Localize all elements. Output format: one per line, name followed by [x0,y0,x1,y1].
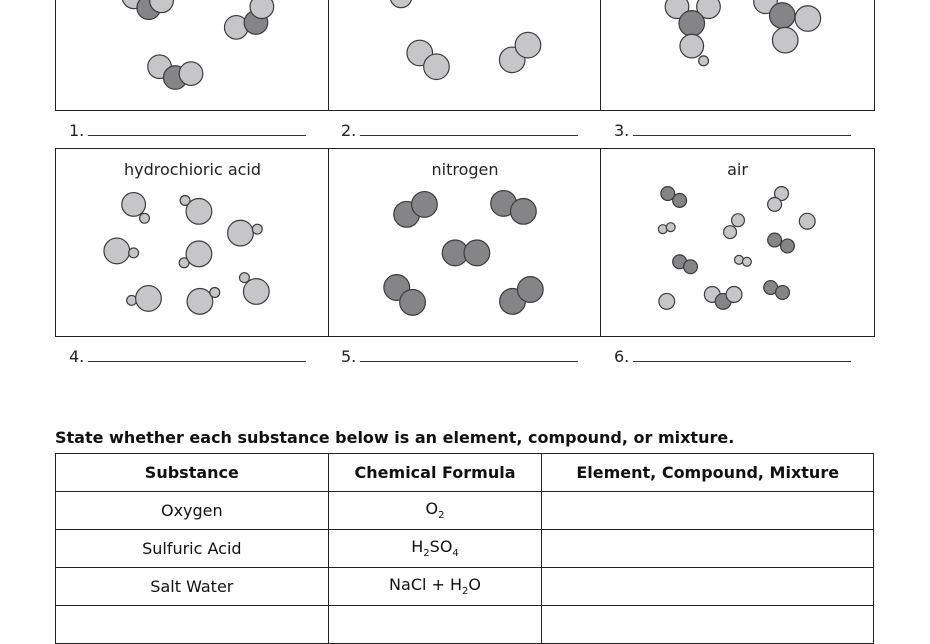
table-row [56,606,874,644]
answer-blank-6[interactable] [614,347,851,366]
molecule-diagram-5 [329,149,601,336]
blank-number: 3. [614,121,630,140]
panel-title: nitrogen [431,160,499,179]
molecule-panel-3 [600,0,875,111]
substance-cell [56,606,329,644]
formula-cell: $H_2SO_4$ [328,530,542,568]
substance-table [55,453,874,644]
answer-blank-2[interactable] [341,121,578,140]
answer-blank-5[interactable] [341,347,578,366]
molecule-panel-4 [55,148,330,337]
molecule-diagram-6 [601,149,874,336]
answer-cell[interactable] [542,568,874,606]
header-chemical-formula: Chemical Formula [328,454,542,492]
blank-number: 2. [341,121,357,140]
answer-blank-3[interactable] [614,121,851,140]
answer-cell[interactable] [542,530,874,568]
table-row [56,492,874,530]
molecule-diagram-1 [56,0,329,110]
instruction-heading: State whether each substance below is an element, compound, or mixture. [55,428,735,447]
substance-cell: Salt Water [56,568,329,606]
header-substance: Substance [56,454,329,492]
molecule-diagram-2 [329,0,601,110]
molecule-diagram-4 [56,149,329,336]
table-header-row [56,454,874,492]
blank-number: 4. [69,347,85,366]
molecule-panel-5 [328,148,602,337]
substance-cell: Sulfuric Acid [56,530,329,568]
blank-number: 5. [341,347,357,366]
table-row [56,530,874,568]
formula-cell [328,606,542,644]
panel-title: hydrochioric acid [123,160,262,179]
formula-cell: $O_2$ [328,492,542,530]
answer-blank-4[interactable] [69,347,306,366]
table-row [56,568,874,606]
formula-cell: NaCl + $H_2O$ [328,568,542,606]
answer-cell[interactable] [542,606,874,644]
header-classification: Element, Compound, Mixture [542,454,874,492]
blank-number: 6. [614,347,630,366]
substance-cell: Oxygen [56,492,329,530]
panel-title: air [727,160,748,179]
molecule-panel-2 [328,0,602,111]
answer-blank-1[interactable] [69,121,306,140]
molecule-panel-1 [55,0,330,111]
molecule-diagram-3 [601,0,874,110]
molecule-panel-6 [600,148,875,337]
blank-number: 1. [69,121,85,140]
answer-cell[interactable] [542,492,874,530]
